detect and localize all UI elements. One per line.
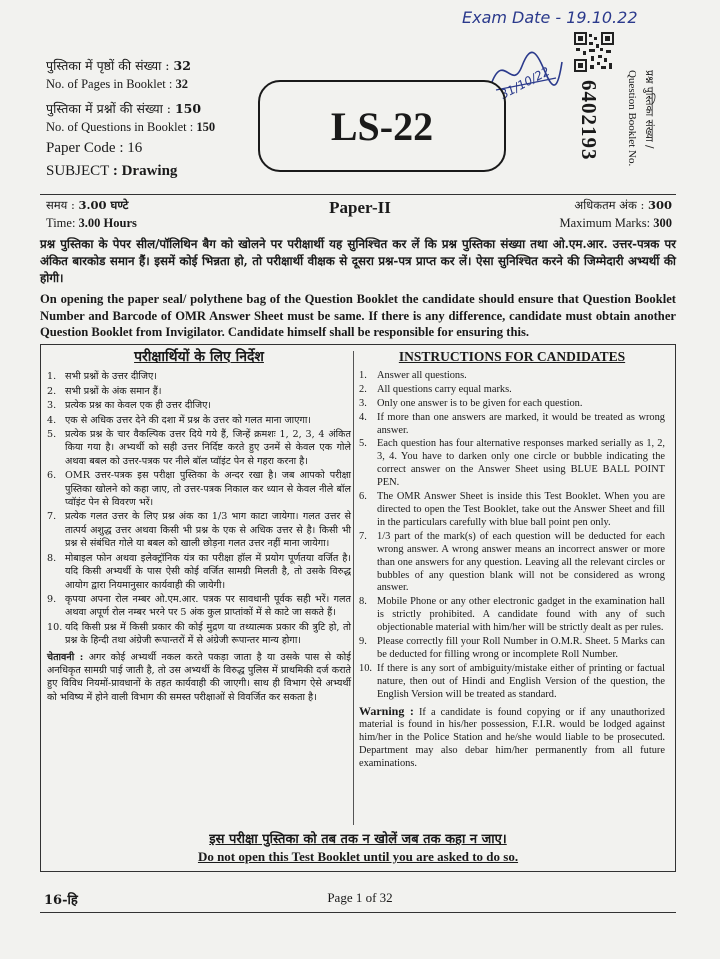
list-item: 8. मोबाइल फोन अथवा इलेक्ट्रॉनिक यंत्र का परीक्षा हॉल में प्रयोग पूर्णतया वर्जित है। यदि किसी अभ्यर्थी के पास ऐसी कोई वर्जित सामग्री मिलती है, तो उसके विरुद्ध आयोग द्वारा नियमानुसार कार्यवाही की जायेगी।	[47, 552, 351, 591]
questions-en-value: 150	[196, 120, 216, 134]
list-item: 4. एक से अधिक उत्तर देने की दशा में प्रश्न के उत्तर को गलत माना जाएगा।	[47, 414, 351, 427]
warning-en-text: If a candidate is found copying or if any unauthorized material is found in his/her possession, F.I.R. would be lodged against him/her in the Police Station and he/she would liable to be prosecuted. Department may also debar him/her permanently from all future examinations.	[359, 706, 665, 770]
list-item: 9. Please correctly fill your Roll Number in O.M.R. Sheet. 5 Marks can be deducted for filling wrong or incomplete Roll Number.	[359, 636, 665, 660]
time-hi-value: 3.00 घण्टे	[78, 198, 129, 212]
subject-label: SUBJECT	[46, 163, 110, 179]
list-item-text: OMR उत्तर-पत्रक इस परीक्षा पुस्तिका के अन्दर रखा है। जब आपको परीक्षा पुस्तिका खोलने को कहा जाए, तो उत्तर-पत्रक निकाल कर ध्यान से केवल नीले बॉल प्वॉइंट पेन से विवरण भरें।	[65, 470, 351, 509]
time-en-label: Time:	[46, 216, 76, 230]
questions-en	[46, 118, 266, 137]
warning-hi	[47, 651, 351, 705]
subject	[46, 162, 266, 181]
list-item-text: मोबाइल फोन अथवा इलेक्ट्रॉनिक यंत्र का परीक्षा हॉल में प्रयोग पूर्णतया वर्जित है। यदि किसी अभ्यर्थी के पास ऐसी कोई वर्जित सामग्री मिलती है, तो उसके विरुद्ध आयोग द्वारा नियमानुसार कार्यवाही की जायेगी।	[65, 552, 351, 591]
list-item-text: यदि किसी प्रश्न में किसी प्रकार की कोई मुद्रण या तथ्यात्मक प्रकार की त्रुटि हो, तो प्रश्न के हिन्दी तथा अंग्रेजी रूपान्तरों में से अंग्रेजी रूपान्तर मान्य होगा।	[65, 621, 351, 647]
instructions-hindi	[47, 351, 351, 704]
questions-hi-value: 150	[174, 101, 202, 116]
booklet-series-code: LS-22	[258, 80, 506, 172]
instructions-hi-list	[47, 370, 351, 647]
list-item: 8. Mobile Phone or any other electronic gadget in the examination hall is strictly prohibited. A candidate found with any of such objectionable material with him/her will be strictly dealt as per rules.	[359, 596, 665, 634]
pages-en-label: No. of Pages in Booklet :	[46, 77, 173, 91]
list-item-text: Only one answer is to be given for each question.	[377, 397, 583, 409]
questions-hi	[46, 99, 266, 118]
time-hi-label: समय :	[46, 198, 75, 212]
list-item-text: Answer all questions.	[377, 369, 467, 381]
list-item-text: प्रत्येक प्रश्न का केवल एक ही उत्तर दीजिए।	[65, 400, 212, 412]
pages-en	[46, 75, 266, 94]
list-item: 10. If there is any sort of ambiguity/mistake either of printing or factual nature, then out of Hindi and English Version of the question, the English Version will be treated as standard.	[359, 662, 665, 700]
column-divider	[353, 351, 354, 825]
list-item-text: प्रत्येक प्रश्न के चार वैकल्पिक उत्तर दिये गये हैं, जिन्हें क्रमशः 1, 2, 3, 4 अंकित किया गया है। अभ्यर्थी को सही उत्तर निर्दिष्ट करते हुए उनमें से केवल एक गोले अथवा बबल को उत्तर-पत्रक पर नीले बॉल प्वॉइंट पेन से गहरा करना है।	[65, 429, 351, 467]
list-item-text: If there is any sort of ambiguity/mistake either of printing or factual nature, then out of Hindi and English Version of the question, the English Version will be treated as standard.	[377, 662, 665, 700]
list-item-text: सभी प्रश्नों के अंक समान हैं।	[65, 385, 162, 397]
instructions-en-list	[359, 370, 665, 702]
list-item: 9. कृपया अपना रोल नम्बर ओ.एम.आर. पत्रक पर सावधानी पूर्वक सही भरें। गलत अथवा अपूर्ण रोल नम्बर भरने पर 5 अंक कुल प्राप्तांकों में से काटे जा सकते हैं।	[47, 593, 351, 619]
list-item: 1. सभी प्रश्नों के उत्तर दीजिए।	[47, 370, 351, 383]
paper-number: Paper-II	[329, 198, 391, 217]
questions-en-label: No. of Questions in Booklet :	[46, 120, 194, 134]
marks-en-value: 300	[653, 216, 672, 230]
footer-rule	[40, 912, 676, 913]
list-item: 6. The OMR Answer Sheet is inside this Test Booklet. When you are directed to open the Test Booklet, take out the Answer Sheet and fill in the particulars carefully with blue ball point pen only.	[359, 491, 665, 528]
booklet-number-label-en: Question Booklet No.	[626, 70, 638, 167]
instructions-box	[40, 344, 676, 872]
questions-hi-label: पुस्तिका में प्रश्नों की संख्या :	[46, 101, 171, 116]
pages-hi-label: पुस्तिका में पृष्ठों की संख्या :	[46, 58, 170, 73]
list-item-text: The OMR Answer Sheet is inside this Test Booklet. When you are directed to open the Test Booklet, take out the Answer Sheet and fill in the particulars carefully with blue ball point pen only.	[377, 491, 665, 528]
list-item-text: 1/3 part of the mark(s) of each question will be deducted for each wrong answer. A wrong answer means an incorrect answer or more than one answers for any question. Leaving all the relevant circles or bubbles of any question blank will not be considered as wrong answer.	[377, 530, 665, 594]
instructions-en-title: INSTRUCTIONS FOR CANDIDATES	[398, 349, 626, 364]
notice-en: On opening the paper seal/ polythene bag of the Question Booklet the candidate should ensure that Question Booklet Number and Barcode of OMR Answer Sheet must be same. If there is any difference, candidate must obtain another Question Booklet from Invigilator. Candidate himself shall be responsible for ensuring this.	[40, 292, 676, 339]
qr-code-icon	[574, 32, 614, 72]
booklet-meta	[46, 56, 266, 181]
list-item-text: Please correctly fill your Roll Number in O.M.R. Sheet. 5 Marks can be deducted for filling wrong or incomplete Roll Number.	[377, 636, 665, 660]
list-item: 7. प्रत्येक गलत उत्तर के लिए प्रश्न अंक का 1/3 भाग काटा जायेगा। गलत उत्तर से तात्पर्य अशुद्ध उत्तर अथवा किसी भी प्रश्न के एक से अधिक उत्तर से है। किसी भी प्रश्न से संबंधित गोले या बबल को खाली छोड़ना गलत उत्तर नहीं माना जायेगा।	[47, 511, 351, 550]
time-en-value: 3.00 Hours	[78, 216, 137, 230]
warning-en-label: Warning :	[359, 703, 414, 718]
pages-hi	[46, 56, 266, 75]
instructions-english	[359, 351, 665, 771]
instructions-hi-title: परीक्षार्थियों के लिए निर्देश	[134, 349, 264, 365]
list-item: 7. 1/3 part of the mark(s) of each question will be deducted for each wrong answer. A wrong answer means an incorrect answer or more than one answers for any question. Leaving all the relevant circles or bubbles of any question blank will not be considered as wrong answer.	[359, 530, 665, 594]
do-not-open-hi: इस परीक्षा पुस्तिका को तब तक न खोलें जब तक कहा न जाए।	[209, 832, 507, 847]
paper-code-value: 16	[127, 140, 143, 156]
booklet-number: 6402193	[577, 80, 601, 161]
marks-en	[470, 216, 672, 231]
footer-page: Page 1 of 32	[327, 890, 393, 905]
pages-en-value: 32	[175, 77, 189, 91]
warning-hi-text: अगर कोई अभ्यर्थी नकल करते पकड़ा जाता है या उसके पास से कोई अनधिकृत सामग्री पाई जाती है, तो उस अभ्यर्थी के विरुद्ध पुलिस में प्राथमिकी दर्ज कराते हुए विविध नियमों-प्रावधानों के तहत कार्यवाही की जाएगी। साथ ही विभाग ऐसे अभ्यर्थी को भविष्य में होने वाली विभाग की समस्त परीक्षाओं से विवर्जित कर सकता है।	[47, 651, 351, 703]
marks-hi-value: 300	[647, 198, 672, 212]
warning-en	[359, 705, 665, 772]
subject-value: : Drawing	[112, 163, 178, 179]
list-item: 5. प्रत्येक प्रश्न के चार वैकल्पिक उत्तर दिये गये हैं, जिन्हें क्रमशः 1, 2, 3, 4 अंकित किया गया है। अभ्यर्थी को सही उत्तर निर्दिष्ट करते हुए उनमें से केवल एक गोले अथवा बबल को उत्तर-पत्रक पर नीले बॉल प्वॉइंट पेन से गहरा करना है।	[47, 429, 351, 467]
list-item: 3. प्रत्येक प्रश्न का केवल एक ही उत्तर दीजिए।	[47, 399, 351, 412]
warning-hi-label: चेतावनी :	[47, 651, 84, 663]
top-rule	[40, 194, 676, 195]
booklet-notice	[40, 236, 676, 345]
marks-hi	[470, 198, 672, 213]
list-item: 1. Answer all questions.	[359, 370, 665, 383]
footer-code: 16-हि	[44, 893, 78, 908]
list-item-text: प्रत्येक गलत उत्तर के लिए प्रश्न अंक का 1/3 भाग काटा जायेगा। गलत उत्तर से तात्पर्य अशुद्ध उत्तर अथवा किसी भी प्रश्न के एक से अधिक उत्तर से है। किसी भी प्रश्न से संबंधित गोले या बबल को खाली छोड़ना गलत उत्तर नहीं माना जायेगा।	[65, 511, 351, 550]
list-item-text: Each question has four alternative responses marked serially as 1, 2, 3, 4. You have to darken only one circle or bubble indicating the correct answer on the Answer Sheet using BLUE BALL POINT PEN.	[377, 438, 665, 489]
list-item-text: Mobile Phone or any other electronic gadget in the examination hall is strictly prohibited. A candidate found with any of such objectionable material with him/her will be strictly dealt as per rules.	[377, 596, 665, 634]
list-item: 3. Only one answer is to be given for each question.	[359, 398, 665, 411]
booklet-number-label-hi: प्रश्न पुस्तिका संख्या /	[643, 70, 655, 149]
paper-code-label: Paper Code :	[46, 140, 124, 156]
initial-annotation: 31/10/22	[497, 64, 553, 102]
list-item: 4. If more than one answers are marked, it would be treated as wrong answer.	[359, 411, 665, 436]
time-en	[46, 216, 137, 231]
exam-date-annotation: Exam Date - 19.10.22	[462, 8, 638, 27]
list-item: 2. सभी प्रश्नों के अंक समान हैं।	[47, 385, 351, 398]
list-item: 10. यदि किसी प्रश्न में किसी प्रकार की कोई मुद्रण या तथ्यात्मक प्रकार की त्रुटि हो, तो प्रश्न के हिन्दी तथा अंग्रेजी रूपान्तरों में से अंग्रेजी रूपान्तर मान्य होगा।	[47, 621, 351, 647]
pages-hi-value: 32	[173, 58, 191, 73]
do-not-open-en: Do not open this Test Booklet until you are asked to do so.	[197, 849, 519, 864]
list-item-text: एक से अधिक उत्तर देने की दशा में प्रश्न के उत्तर को गलत माना जाएगा।	[65, 414, 311, 426]
list-item-text: कृपया अपना रोल नम्बर ओ.एम.आर. पत्रक पर सावधानी पूर्वक सही भरें। गलत अथवा अपूर्ण रोल नम्बर भरने पर 5 अंक कुल प्राप्तांकों में से काटे जा सकते हैं।	[65, 593, 351, 619]
list-item: 5. Each question has four alternative responses marked serially as 1, 2, 3, 4. You have to darken only one circle or bubble indicating the correct answer on the Answer Sheet using BLUE BALL POINT PEN.	[359, 438, 665, 489]
list-item-text: All questions carry equal marks.	[377, 383, 512, 395]
notice-hi: प्रश्न पुस्तिका के पेपर सील/पॉलिथिन बैग को खोलने पर परीक्षार्थी यह सुनिश्चित कर लें कि प्रश्न पुस्तिका संख्या तथा ओ.एम.आर. उत्तर-पत्रक पर अंकित बारकोड समान हैं। इसमें कोई भिन्नता हो, तो परीक्षार्थी वीक्षक से दूसरा प्रश्न-पत्र प्राप्त कर लें। ऐसा सुनिश्चित करने की जिम्मेदारी अभ्यर्थी की होगी।	[40, 237, 676, 285]
time-hi	[46, 198, 128, 213]
list-item: 6. OMR उत्तर-पत्रक इस परीक्षा पुस्तिका के अन्दर रखा है। जब आपको परीक्षा पुस्तिका खोलने को कहा जाए, तो उत्तर-पत्रक निकाल कर ध्यान से केवल नीले बॉल प्वॉइंट पेन से विवरण भरें।	[47, 470, 351, 509]
marks-en-label: Maximum Marks:	[559, 216, 651, 230]
paper-code	[46, 139, 266, 158]
list-item-text: सभी प्रश्नों के उत्तर दीजिए।	[65, 371, 157, 383]
list-item: 2. All questions carry equal marks.	[359, 384, 665, 397]
list-item-text: If more than one answers are marked, it would be treated as wrong answer.	[377, 411, 665, 436]
marks-hi-label: अधिकतम अंक :	[574, 198, 645, 212]
